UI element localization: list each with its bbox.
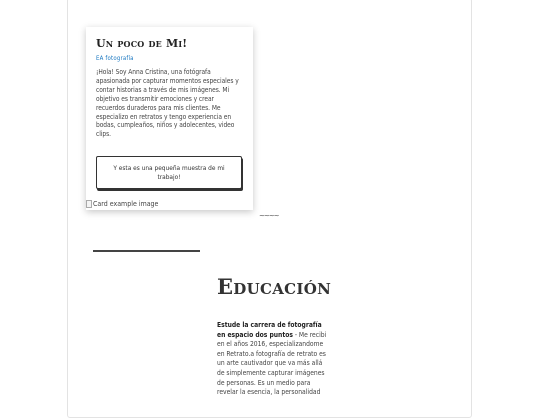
about-card (86, 27, 253, 210)
education-text (217, 321, 329, 398)
card-subtitle: EA fotografía (96, 55, 134, 62)
card-image-alt-text: Card example image (93, 200, 159, 208)
portfolio-button[interactable]: Y esta es una pequeña muestra de mi trabajo! (96, 156, 242, 189)
education-body: - Me recibi en el años 2016, especializandome en Retrato.a fotografía de retrato es un arte cautivador que va más allá de simplemente capturar imágenes de personas. Es un medio para revelar la esencia, la personalidad (217, 330, 327, 397)
education-lead: Estude la carrera de fotografía en espacio dos puntos (217, 321, 322, 339)
card-image (86, 200, 158, 208)
section-divider-line (93, 250, 200, 252)
education-heading: Educación (217, 274, 332, 299)
card-title: Un poco de Mi! (96, 37, 188, 50)
broken-image-icon (86, 200, 92, 208)
card-description: ¡Hola! Soy Anna Cristina, una fotógrafa apasionada por capturar momentos especiales y contar historias a través de mis imágenes. Mi objetivo es transmitir emociones y crear recuerdos duraderos para mis clientes. Me especializo en retratos y tengo experiencia en bodas, cumpleaños, niños y adolecentes, video clips. (96, 68, 239, 139)
decorative-squiggle: ~~~~ (259, 212, 279, 220)
